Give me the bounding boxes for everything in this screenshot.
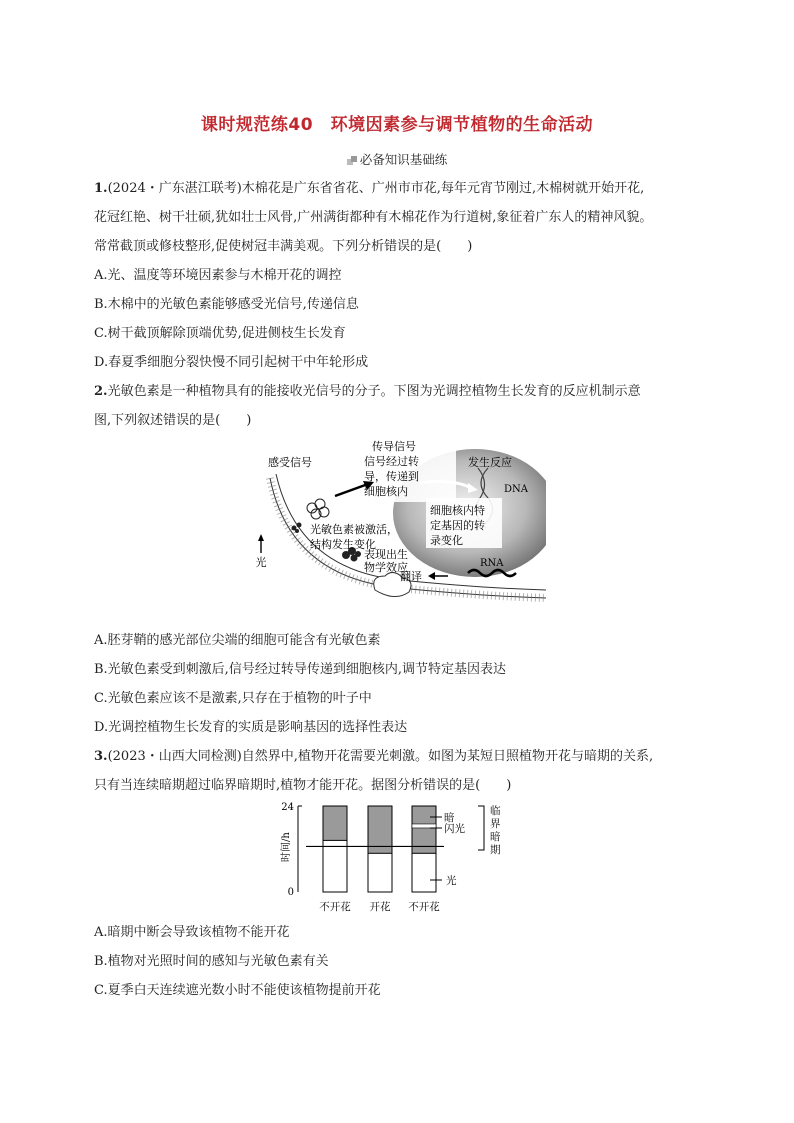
photoperiod-chart xyxy=(280,800,520,916)
q1-stem-2: 花冠红艳、树干壮硕,犹如壮士风骨,广州满街都种有木棉花作为行道树,象征着广东人的精神风貌。 xyxy=(94,210,653,225)
label-transmit-1: 信号经过转 xyxy=(364,455,419,468)
page-title: 课时规范练40 环境因素参与调节植物的生命活动 xyxy=(200,115,594,135)
q2-stem-2: 图,下列叙述错误的是( ) xyxy=(94,413,252,428)
bars-layer xyxy=(319,806,440,913)
section-label: 必备知识基础练 xyxy=(359,152,448,167)
legend-flash: 闪光 xyxy=(444,823,465,835)
bracket-label-3: 期 xyxy=(490,844,501,856)
q2-option-a: A.胚芽鞘的感光部位尖端的细胞可能含有光敏色素 xyxy=(94,633,381,648)
label-rna: RNA xyxy=(480,558,504,569)
q1-stem-1: (2024・广东湛江联考)木棉花是广东省省花、广州市市花,每年元宵节刚过,木棉树就开始开花, xyxy=(107,181,645,196)
bar-flash-2 xyxy=(412,824,436,828)
q1-option-a: A.光、温度等环境因素参与木棉开花的调控 xyxy=(94,268,342,283)
y-tick-label-0: 0 xyxy=(287,887,294,898)
bar-label-0: 不开花 xyxy=(319,901,351,913)
bracket-label-1: 界 xyxy=(490,818,501,830)
q3-option-a: A.暗期中断会导致该植物不能开花 xyxy=(94,925,290,940)
label-activate-1: 结构发生变化 xyxy=(310,538,376,551)
bar-label-2: 不开花 xyxy=(408,901,440,913)
bar-dark-0 xyxy=(323,806,347,840)
q1-option-b: B.木棉中的光敏色素能够感受光信号,传递信息 xyxy=(94,297,359,312)
label-transmit-2: 导，传递到 xyxy=(364,470,419,483)
label-sense: 感受信号 xyxy=(268,456,312,469)
q3-number: 3. xyxy=(94,749,108,764)
label-activate-0: 光敏色素被激活， xyxy=(310,523,398,536)
q2-number: 2. xyxy=(94,384,108,399)
label-effect-0: 表现出生 xyxy=(364,548,408,561)
label-transmit-0: 传导信号 xyxy=(372,440,416,453)
q3-stem-1: (2023・山西大同检测)自然界中,植物开花需要光刺激。如图为某短日照植物开花与暗期的关系, xyxy=(107,749,654,764)
legend-light: 光 xyxy=(446,875,457,887)
label-react: 发生反应 xyxy=(468,456,512,469)
legend-dark: 暗 xyxy=(444,812,455,824)
q3-option-c: C.夏季白天连续遮光数小时不能使该植物提前开花 xyxy=(94,983,381,998)
bar-label-1: 开花 xyxy=(369,901,391,913)
label-dna: DNA xyxy=(504,484,528,495)
y-tick-label-24: 24 xyxy=(281,802,294,813)
section-icon xyxy=(347,156,358,165)
q1-option-d: D.春夏季细胞分裂快慢不同引起树干中年轮形成 xyxy=(94,355,369,370)
bracket-label-2: 暗 xyxy=(490,831,501,843)
light-arrowhead-icon xyxy=(258,534,264,541)
q3-stem-2: 只有当连续暗期超过临界暗期时,植物才能开花。据图分析错误的是( ) xyxy=(94,778,512,793)
q2-option-b: B.光敏色素受到刺激后,信号经过转导传递到细胞核内,调节特定基因表达 xyxy=(94,662,506,677)
label-nucleus-0: 细胞核内特 xyxy=(430,504,485,517)
q2-option-c: C.光敏色素应该不是激素,只存在于植物的叶子中 xyxy=(94,691,372,706)
q3-option-b: B.植物对光照时间的感知与光敏色素有关 xyxy=(94,954,329,969)
section-heading xyxy=(0,150,794,168)
critical-bracket xyxy=(478,806,484,850)
q2-stem-1: 光敏色素是一种植物具有的能接收光信号的分子。下图为光调控植物生长发育的反应机制示意 xyxy=(107,384,641,399)
signal-pathway-diagram xyxy=(250,438,546,610)
q2-line-1 xyxy=(94,383,641,401)
q3-line-1 xyxy=(94,748,653,766)
label-transmit-3: 细胞核内 xyxy=(364,485,408,498)
label-light: 光 xyxy=(255,556,267,569)
phytochrome-icon xyxy=(307,499,329,519)
label-nucleus-1: 定基因的转 xyxy=(430,519,485,532)
q1-option-c: C.树干截顶解除顶端优势,促进侧枝生长发育 xyxy=(94,326,346,341)
y-axis-label: 时间/h xyxy=(281,832,292,862)
q1-number: 1. xyxy=(94,181,108,196)
label-nucleus-2: 录变化 xyxy=(430,534,463,547)
q2-option-d: D.光调控植物生长发育的实质是影响基因的选择性表达 xyxy=(94,720,408,735)
label-effect-1: 物学效应 xyxy=(364,561,408,574)
bracket-label-0: 临 xyxy=(490,805,501,817)
q1-line-1 xyxy=(94,180,644,198)
q1-stem-3: 常常截顶或修枝整形,促使树冠丰满美观。下列分析错误的是( ) xyxy=(94,239,473,254)
label-translate: 翻译 xyxy=(400,570,422,583)
